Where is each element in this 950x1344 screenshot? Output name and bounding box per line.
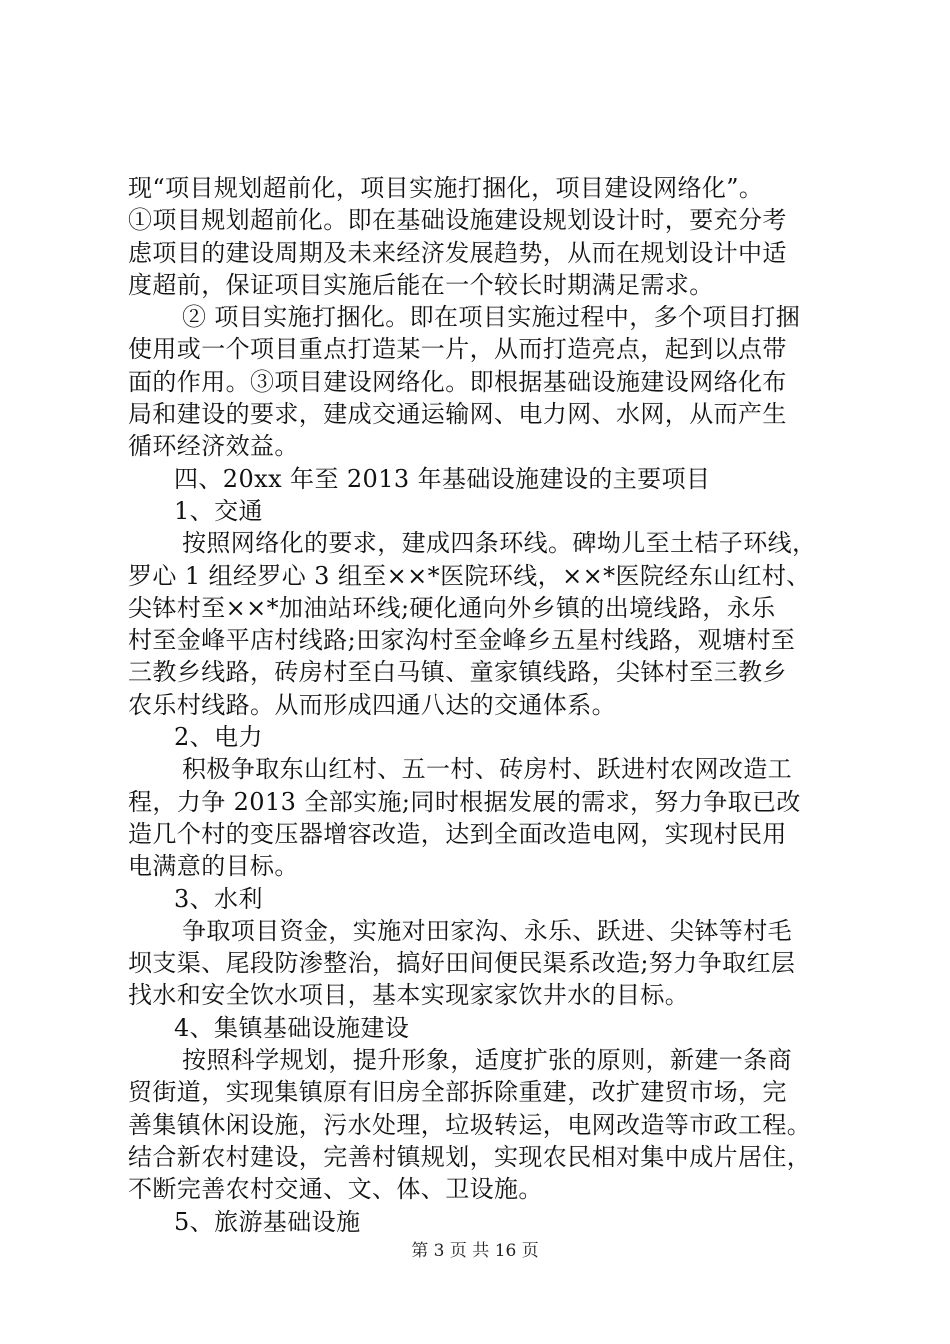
text-line: 按照科学规划，提升形象，适度扩张的原则，新建一条商 bbox=[182, 1046, 792, 1075]
text-line: 2、电力 bbox=[174, 723, 263, 752]
text-line: 程，力争 2013 全部实施;同时根据发展的需求，努力争取已改 bbox=[128, 787, 801, 816]
text-line: 找水和安全饮水项目，基本实现家家饮井水的目标。 bbox=[128, 981, 690, 1010]
text-line: 贸街道，实现集镇原有旧房全部拆除重建，改扩建贸市场，完 bbox=[128, 1078, 787, 1107]
text-line: 5、旅游基础设施 bbox=[174, 1207, 361, 1236]
text-line: 循环经济效益。 bbox=[128, 432, 299, 461]
text-line: 罗心 1 组经罗心 3 组至××*医院环线，××*医院经东山红村、 bbox=[128, 561, 811, 590]
text-line: 三教乡线路，砖房村至白马镇、童家镇线路，尖钵村至三教乡 bbox=[128, 658, 787, 687]
text-line: ② 项目实施打捆化。即在项目实施过程中，多个项目打捆 bbox=[182, 303, 801, 332]
text-line: 坝支渠、尾段防渗整治，搞好田间便民渠系改造;努力争取红层 bbox=[128, 949, 796, 978]
text-line: 3、水利 bbox=[174, 884, 263, 913]
document-body bbox=[128, 172, 828, 1238]
text-line: 电满意的目标。 bbox=[128, 852, 299, 881]
text-line: ①项目规划超前化。即在基础设施建设规划设计时，要充分考 bbox=[128, 206, 787, 235]
text-line: 局和建设的要求，建成交通运输网、电力网、水网，从而产生 bbox=[128, 400, 787, 429]
text-line: 现“项目规划超前化，项目实施打捆化，项目建设网络化”。 bbox=[128, 174, 764, 202]
text-line: 面的作用。③项目建设网络化。即根据基础设施建设网络化布 bbox=[128, 367, 787, 396]
text-line: 四、20xx 年至 2013 年基础设施建设的主要项目 bbox=[174, 464, 711, 493]
text-line: 农乐村线路。从而形成四通八达的交通体系。 bbox=[128, 690, 616, 719]
text-line: 善集镇休闲设施，污水处理，垃圾转运，电网改造等市政工程。 bbox=[128, 1110, 812, 1139]
page-footer: 第 3 页 共 16 页 bbox=[411, 1241, 539, 1261]
text-line: 虑项目的建设周期及未来经济发展趋势，从而在规划设计中适 bbox=[128, 238, 787, 267]
text-line: 尖钵村至××*加油站环线;硬化通向外乡镇的出境线路，永乐 bbox=[128, 593, 776, 622]
text-line: 村至金峰平店村线路;田家沟村至金峰乡五星村线路，观塘村至 bbox=[128, 626, 796, 655]
text-line: 1、交通 bbox=[174, 496, 263, 525]
text-line: 积极争取东山红村、五一村、砖房村、跃进村农网改造工 bbox=[182, 755, 792, 784]
text-line: 度超前，保证项目实施后能在一个较长时期满足需求。 bbox=[128, 270, 714, 299]
text-line: 造几个村的变压器增容改造，达到全面改造电网，实现村民用 bbox=[128, 819, 787, 848]
text-line: 按照网络化的要求，建成四条环线。碑坳儿至土桔子环线， bbox=[182, 529, 817, 558]
text-line: 4、集镇基础设施建设 bbox=[174, 1013, 410, 1042]
text-line: 使用或一个项目重点打造某一片，从而打造亮点，起到以点带 bbox=[128, 335, 787, 364]
text-line: 争取项目资金，实施对田家沟、永乐、跃进、尖钵等村毛 bbox=[182, 916, 792, 945]
text-line: 结合新农村建设，完善村镇规划，实现农民相对集中成片居住， bbox=[128, 1142, 812, 1171]
text-line: 不断完善农村交通、文、体、卫设施。 bbox=[128, 1175, 543, 1204]
